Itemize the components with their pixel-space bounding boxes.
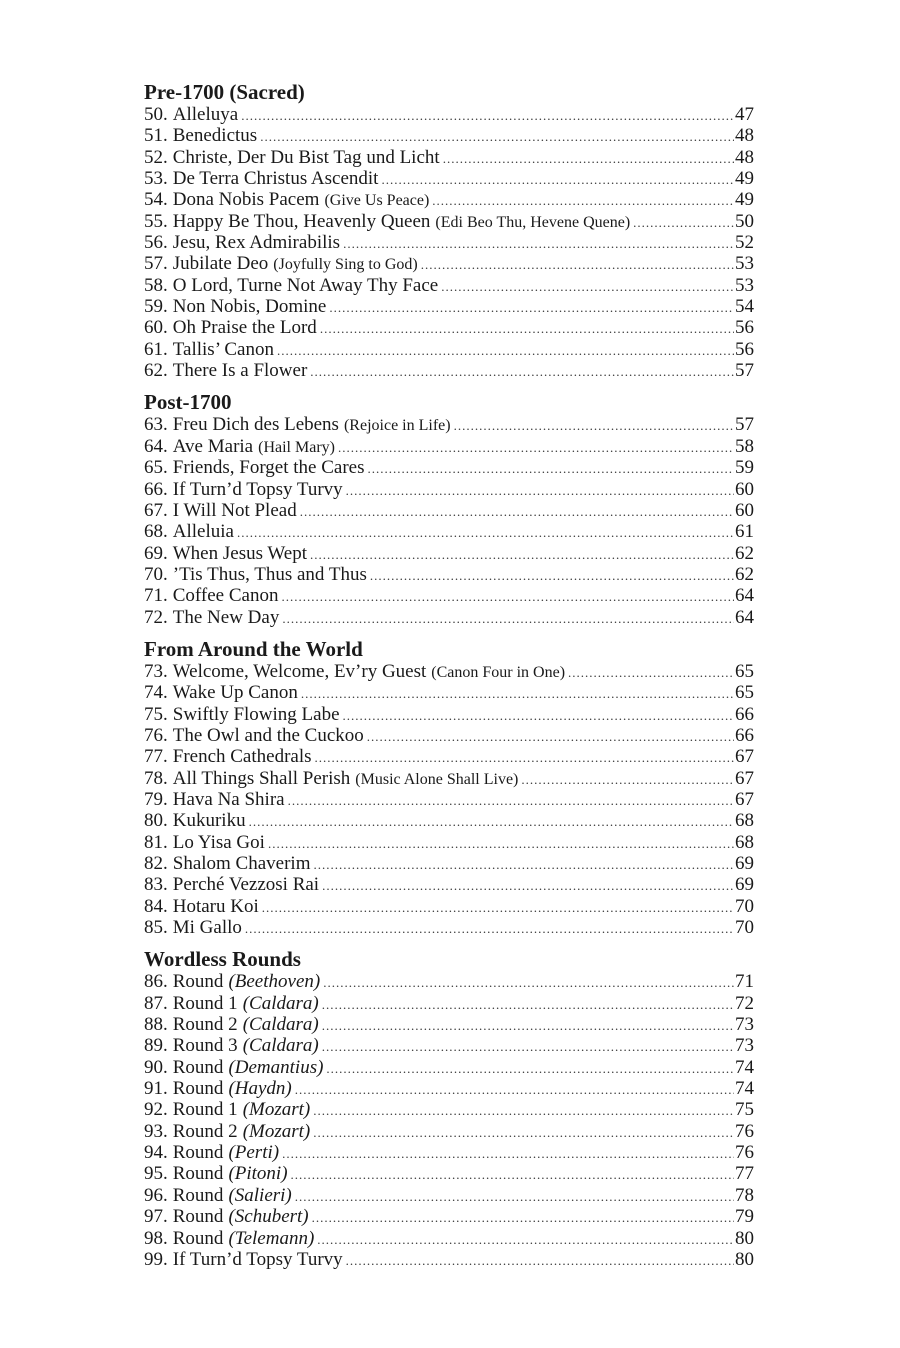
dot-leader xyxy=(249,811,734,832)
entry-number: 87. xyxy=(144,992,168,1014)
toc-entry xyxy=(144,789,754,810)
entry-title: Alleluia xyxy=(172,521,234,543)
entry-page-number: 48 xyxy=(735,125,754,147)
toc-entry xyxy=(144,564,754,585)
toc-entry xyxy=(144,479,754,500)
dot-leader xyxy=(381,169,734,190)
entry-page-number: 57 xyxy=(735,360,754,382)
entry-number: 75. xyxy=(144,703,168,725)
entry-title: Non Nobis, Domine xyxy=(172,296,327,318)
entry-title: Tallis’ Canon xyxy=(172,338,274,360)
entry-number: 72. xyxy=(144,606,168,628)
entry-page-number: 74 xyxy=(735,1078,754,1100)
entry-note: (Canon Four in One) xyxy=(431,663,566,681)
dot-leader xyxy=(310,544,734,565)
toc-entry xyxy=(144,896,754,917)
entry-composer: (Schubert) xyxy=(228,1206,309,1228)
section-from-around-the-world xyxy=(144,637,754,938)
entry-composer: (Caldara) xyxy=(242,1014,319,1036)
entry-number: 53. xyxy=(144,168,168,190)
dot-leader xyxy=(277,340,734,361)
entry-composer: (Pitoni) xyxy=(228,1163,288,1185)
section-title: Wordless Rounds xyxy=(144,947,301,972)
toc-entry xyxy=(144,725,754,746)
dot-leader xyxy=(281,586,734,607)
entry-title: Round 3 xyxy=(172,1035,238,1057)
entry-title: Ave Maria xyxy=(172,435,254,457)
entry-page-number: 49 xyxy=(735,168,754,190)
dot-leader xyxy=(326,1058,734,1079)
entry-title: The New Day xyxy=(172,606,280,628)
toc-entry xyxy=(144,661,754,682)
entry-title: ’Tis Thus, Thus and Thus xyxy=(172,563,367,585)
entry-title: Jesu, Rex Admirabilis xyxy=(172,232,341,254)
entry-number: 55. xyxy=(144,210,168,232)
dot-leader xyxy=(370,565,734,586)
entry-title: Kukuriku xyxy=(172,810,246,832)
entry-number: 97. xyxy=(144,1206,168,1228)
entry-number: 80. xyxy=(144,810,168,832)
entry-page-number: 79 xyxy=(735,1206,754,1228)
entry-title: De Terra Christus Ascendit xyxy=(172,168,379,190)
dot-leader xyxy=(343,233,734,254)
toc-entry xyxy=(144,1057,754,1078)
entry-composer: (Caldara) xyxy=(242,1035,319,1057)
dot-leader xyxy=(291,1164,734,1185)
entry-number: 94. xyxy=(144,1142,168,1164)
dot-leader xyxy=(288,790,734,811)
entry-number: 50. xyxy=(144,104,168,125)
toc-entry xyxy=(144,147,754,168)
entry-page-number: 64 xyxy=(735,585,754,607)
toc-entry xyxy=(144,1035,754,1056)
entry-composer: (Demantius) xyxy=(228,1056,324,1078)
entry-page-number: 54 xyxy=(735,296,754,318)
entry-title: There Is a Flower xyxy=(172,360,308,382)
entry-page-number: 66 xyxy=(735,724,754,746)
toc-entry xyxy=(144,1228,754,1249)
entry-title: If Turn’d Topsy Turvy xyxy=(172,1248,343,1270)
entry-number: 84. xyxy=(144,895,168,917)
entry-title: Welcome, Welcome, Ev’ry Guest xyxy=(172,660,427,682)
section-title: Post-1700 xyxy=(144,390,232,415)
entry-number: 86. xyxy=(144,971,168,993)
entry-page-number: 53 xyxy=(735,253,754,275)
dot-leader xyxy=(313,1122,734,1143)
dot-leader xyxy=(338,437,734,458)
entry-title: Jubilate Deo xyxy=(172,253,269,275)
dot-leader xyxy=(323,972,734,993)
entry-number: 91. xyxy=(144,1078,168,1100)
entry-page-number: 75 xyxy=(735,1099,754,1121)
entry-title: O Lord, Turne Not Away Thy Face xyxy=(172,274,439,296)
entry-page-number: 80 xyxy=(735,1227,754,1249)
entry-page-number: 66 xyxy=(735,703,754,725)
toc-entry xyxy=(144,168,754,189)
dot-leader xyxy=(295,1186,734,1207)
entry-number: 79. xyxy=(144,788,168,810)
entry-number: 98. xyxy=(144,1227,168,1249)
entry-number: 90. xyxy=(144,1056,168,1078)
entry-title: Round xyxy=(172,1078,224,1100)
entry-title: If Turn’d Topsy Turvy xyxy=(172,478,343,500)
entry-composer: (Haydn) xyxy=(228,1078,292,1100)
dot-leader xyxy=(322,1036,734,1057)
entry-composer: (Telemann) xyxy=(228,1227,315,1249)
entry-number: 63. xyxy=(144,414,168,436)
entry-title: Round xyxy=(172,1227,224,1249)
dot-leader xyxy=(310,361,734,382)
entry-number: 96. xyxy=(144,1184,168,1206)
toc-entry xyxy=(144,296,754,317)
entry-number: 59. xyxy=(144,296,168,318)
entry-number: 99. xyxy=(144,1248,168,1270)
dot-leader xyxy=(260,126,734,147)
entry-number: 76. xyxy=(144,724,168,746)
toc-entry xyxy=(144,360,754,381)
entry-page-number: 53 xyxy=(735,274,754,296)
toc-entry xyxy=(144,1249,754,1270)
entry-number: 58. xyxy=(144,274,168,296)
toc-entry xyxy=(144,436,754,457)
section-wordless-rounds xyxy=(144,947,754,1270)
toc-entry xyxy=(144,1121,754,1142)
toc-entry xyxy=(144,189,754,210)
entry-page-number: 50 xyxy=(735,210,754,232)
entry-number: 62. xyxy=(144,360,168,382)
entry-title: Round 1 xyxy=(172,1099,238,1121)
toc-entry xyxy=(144,104,754,125)
dot-leader xyxy=(300,501,734,522)
entry-title: Oh Praise the Lord xyxy=(172,317,317,339)
entry-page-number: 80 xyxy=(735,1248,754,1270)
toc-entry xyxy=(144,853,754,874)
entry-page-number: 58 xyxy=(735,435,754,457)
entry-page-number: 73 xyxy=(735,1014,754,1036)
toc-entry xyxy=(144,500,754,521)
entry-note: (Hail Mary) xyxy=(258,438,335,456)
entry-number: 51. xyxy=(144,125,168,147)
entry-page-number: 64 xyxy=(735,606,754,628)
entry-title: Round xyxy=(172,1184,224,1206)
entry-title: Round 2 xyxy=(172,1120,238,1142)
entry-title: Round xyxy=(172,1206,224,1228)
toc-entry xyxy=(144,746,754,767)
entry-page-number: 77 xyxy=(735,1163,754,1185)
dot-leader xyxy=(633,212,734,233)
dot-leader xyxy=(268,833,734,854)
entry-page-number: 62 xyxy=(735,542,754,564)
toc-entry xyxy=(144,125,754,146)
entry-page-number: 67 xyxy=(735,788,754,810)
entry-title: Coffee Canon xyxy=(172,585,279,607)
entry-page-number: 74 xyxy=(735,1056,754,1078)
entry-number: 67. xyxy=(144,499,168,521)
entry-composer: (Mozart) xyxy=(242,1099,311,1121)
entry-note: (Music Alone Shall Live) xyxy=(355,770,519,788)
entry-note: (Joyfully Sing to God) xyxy=(273,256,418,274)
dot-leader xyxy=(441,276,734,297)
entry-note: (Give Us Peace) xyxy=(324,192,430,210)
entry-page-number: 71 xyxy=(735,971,754,993)
entry-number: 57. xyxy=(144,253,168,275)
toc-entry xyxy=(144,1185,754,1206)
entry-number: 54. xyxy=(144,189,168,211)
entry-number: 83. xyxy=(144,874,168,896)
dot-leader xyxy=(322,994,734,1015)
entry-page-number: 68 xyxy=(735,831,754,853)
entry-number: 81. xyxy=(144,831,168,853)
dot-leader xyxy=(317,1229,734,1250)
dot-leader xyxy=(322,1015,734,1036)
entry-number: 89. xyxy=(144,1035,168,1057)
toc-entry xyxy=(144,232,754,253)
dot-leader xyxy=(301,683,734,704)
dot-leader xyxy=(245,918,734,939)
dot-leader xyxy=(346,480,734,501)
toc-entry xyxy=(144,874,754,895)
entry-number: 60. xyxy=(144,317,168,339)
entry-page-number: 62 xyxy=(735,563,754,585)
dot-leader xyxy=(432,190,734,211)
entry-title: Round xyxy=(172,1142,224,1164)
dot-leader xyxy=(329,297,734,318)
entry-title: Round 2 xyxy=(172,1014,238,1036)
dot-leader xyxy=(443,148,734,169)
entry-composer: (Beethoven) xyxy=(228,971,321,993)
entry-title: French Cathedrals xyxy=(172,746,312,768)
entry-title: Swiftly Flowing Labe xyxy=(172,703,340,725)
entry-title: Mi Gallo xyxy=(172,917,242,939)
section-post-1700 xyxy=(144,390,754,627)
dot-leader xyxy=(313,1100,734,1121)
toc-entry xyxy=(144,993,754,1014)
entry-note: (Rejoice in Life) xyxy=(343,417,451,435)
entry-page-number: 69 xyxy=(735,853,754,874)
entry-page-number: 60 xyxy=(735,499,754,521)
dot-leader xyxy=(315,747,734,768)
entry-title: Friends, Forget the Cares xyxy=(172,457,365,479)
toc-entry xyxy=(144,585,754,606)
dot-leader xyxy=(282,1143,734,1164)
entry-title: Dona Nobis Pacem xyxy=(172,189,320,211)
entry-composer: (Mozart) xyxy=(242,1120,311,1142)
toc-entry xyxy=(144,810,754,831)
entry-page-number: 57 xyxy=(735,414,754,436)
dot-leader xyxy=(421,254,734,275)
dot-leader xyxy=(312,1207,734,1228)
entry-number: 92. xyxy=(144,1099,168,1121)
toc-entry xyxy=(144,317,754,338)
entry-page-number: 67 xyxy=(735,767,754,789)
toc-entry xyxy=(144,457,754,478)
entry-page-number: 70 xyxy=(735,917,754,939)
entry-number: 95. xyxy=(144,1163,168,1185)
entry-title: All Things Shall Perish xyxy=(172,767,351,789)
entry-number: 52. xyxy=(144,146,168,168)
dot-leader xyxy=(262,897,734,918)
toc-entry xyxy=(144,607,754,628)
entry-title: Perché Vezzosi Rai xyxy=(172,874,320,896)
entry-page-number: 69 xyxy=(735,874,754,896)
entry-number: 61. xyxy=(144,338,168,360)
section-title: From Around the World xyxy=(144,636,363,661)
toc-entry xyxy=(144,704,754,725)
entry-title: Round xyxy=(172,1056,224,1078)
table-of-contents xyxy=(144,80,754,1279)
toc-entry xyxy=(144,971,754,992)
toc-entry xyxy=(144,543,754,564)
toc-entry xyxy=(144,253,754,274)
entry-page-number: 60 xyxy=(735,478,754,500)
toc-entry xyxy=(144,339,754,360)
entry-page-number: 78 xyxy=(735,1184,754,1206)
entry-page-number: 52 xyxy=(735,232,754,254)
entry-page-number: 68 xyxy=(735,810,754,832)
toc-entry xyxy=(144,1099,754,1120)
entry-number: 73. xyxy=(144,660,168,682)
section-pre-1700-sacred xyxy=(144,80,754,381)
toc-entry xyxy=(144,1014,754,1035)
section-title: Pre-1700 (Sacred) xyxy=(144,80,305,104)
entry-number: 88. xyxy=(144,1014,168,1036)
entry-page-number: 59 xyxy=(735,457,754,479)
entry-number: 78. xyxy=(144,767,168,789)
entry-page-number: 67 xyxy=(735,746,754,768)
entry-page-number: 49 xyxy=(735,189,754,211)
entry-number: 77. xyxy=(144,746,168,768)
toc-entry xyxy=(144,768,754,789)
entry-number: 74. xyxy=(144,682,168,704)
entry-number: 82. xyxy=(144,853,168,874)
entry-title: Lo Yisa Goi xyxy=(172,831,265,853)
entry-page-number: 65 xyxy=(735,660,754,682)
dot-leader xyxy=(241,105,734,126)
entry-page-number: 48 xyxy=(735,146,754,168)
entry-number: 64. xyxy=(144,435,168,457)
entry-title: Benedictus xyxy=(172,125,258,147)
entry-number: 69. xyxy=(144,542,168,564)
dot-leader xyxy=(568,662,734,683)
entry-page-number: 72 xyxy=(735,992,754,1014)
toc-entry xyxy=(144,917,754,938)
entry-number: 56. xyxy=(144,232,168,254)
entry-composer: (Caldara) xyxy=(242,992,319,1014)
entry-title: Happy Be Thou, Heavenly Queen xyxy=(172,210,431,232)
toc-entry xyxy=(144,1163,754,1184)
entry-title: Alleluya xyxy=(172,104,239,125)
entry-title: I Will Not Plead xyxy=(172,499,297,521)
toc-entry xyxy=(144,1142,754,1163)
entry-number: 71. xyxy=(144,585,168,607)
dot-leader xyxy=(282,608,734,629)
entry-note: (Edi Beo Thu, Hevene Quene) xyxy=(435,213,631,231)
toc-entry xyxy=(144,211,754,232)
entry-title: Round xyxy=(172,971,224,993)
dot-leader xyxy=(521,769,734,790)
dot-leader xyxy=(322,875,734,896)
entry-page-number: 61 xyxy=(735,521,754,543)
dot-leader xyxy=(237,522,734,543)
entry-composer: (Perti) xyxy=(228,1142,280,1164)
toc-entry xyxy=(144,1078,754,1099)
dot-leader xyxy=(313,854,734,875)
entry-number: 66. xyxy=(144,478,168,500)
dot-leader xyxy=(295,1079,734,1100)
entry-title: The Owl and the Cuckoo xyxy=(172,724,364,746)
toc-entry xyxy=(144,832,754,853)
entry-page-number: 76 xyxy=(735,1142,754,1164)
entry-page-number: 73 xyxy=(735,1035,754,1057)
entry-number: 93. xyxy=(144,1120,168,1142)
entry-page-number: 65 xyxy=(735,682,754,704)
dot-leader xyxy=(454,415,734,436)
toc-entry xyxy=(144,682,754,703)
toc-entry xyxy=(144,414,754,435)
entry-page-number: 70 xyxy=(735,895,754,917)
entry-page-number: 47 xyxy=(735,104,754,125)
entry-number: 70. xyxy=(144,563,168,585)
entry-number: 85. xyxy=(144,917,168,939)
entry-title: Hotaru Koi xyxy=(172,895,259,917)
entry-page-number: 56 xyxy=(735,338,754,360)
entry-title: When Jesus Wept xyxy=(172,542,308,564)
entry-number: 68. xyxy=(144,521,168,543)
entry-title: Freu Dich des Lebens xyxy=(172,414,339,436)
dot-leader xyxy=(346,1250,734,1271)
entry-title: Wake Up Canon xyxy=(172,682,298,704)
toc-entry xyxy=(144,1206,754,1227)
entry-title: Round 1 xyxy=(172,992,238,1014)
dot-leader xyxy=(320,318,734,339)
entry-number: 65. xyxy=(144,457,168,479)
entry-title: Shalom Chaverim xyxy=(172,853,311,874)
toc-entry xyxy=(144,521,754,542)
entry-title: Round xyxy=(172,1163,224,1185)
dot-leader xyxy=(343,705,734,726)
dot-leader xyxy=(367,726,734,747)
entry-page-number: 76 xyxy=(735,1120,754,1142)
entry-title: Hava Na Shira xyxy=(172,788,285,810)
entry-title: Christe, Der Du Bist Tag und Licht xyxy=(172,146,440,168)
entry-page-number: 56 xyxy=(735,317,754,339)
toc-entry xyxy=(144,275,754,296)
dot-leader xyxy=(368,458,735,479)
entry-composer: (Salieri) xyxy=(228,1184,292,1206)
